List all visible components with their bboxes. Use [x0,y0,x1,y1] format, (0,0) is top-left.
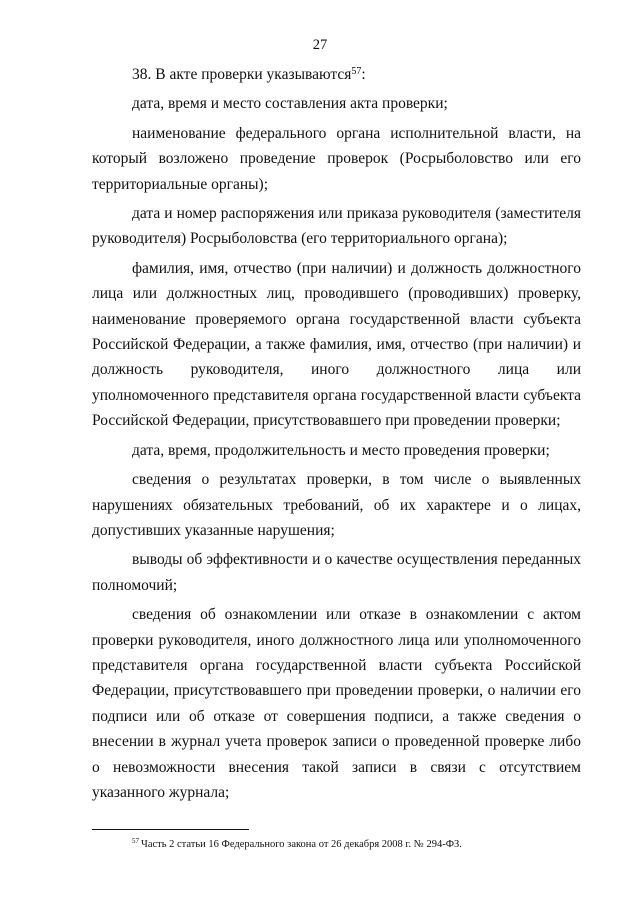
page-number: 27 [312,37,328,53]
paragraph-acquaintance-info: сведения об ознакомлении или отказе в ознакомлении с актом проверки руководителя, иного должностного лица или уполномоченного представителя органа государственной власти субъекта Российской Федерации, присутствовавшего при проведении проверки, о наличии его подписи или об отказе от совершения подписи, а также сведения о внесении в журнал учета проверок записи о проведенной проверке либо о невозможности внесения такой записи в связи с отсутствием указанного журнала; [92,606,581,801]
document-body [92,62,581,809]
footnote-marker: 57 [132,837,139,845]
footnote [132,838,592,851]
paragraph-federal-body-name: наименование федерального органа исполнительной власти, на который возложено проведение проверок (Росрыболовство или его территориальные органы); [92,124,581,193]
paragraph-act-date-place: дата, время и место составления акта проверки; [132,95,448,113]
paragraph-text-tail: : [361,66,366,83]
paragraph-conclusions: выводы об эффективности и о качестве осуществления переданных полномочий; [92,551,581,594]
paragraph-item-38-heading [92,62,581,87]
paragraph-inspection-date-time: дата, время, продолжительность и место проведения проверки; [132,441,550,459]
paragraph-inspectors-and-officials: фамилия, имя, отчество (при наличии) и должность должностного лица или должностных лиц, проводившего (проводивших) проверку, наименование проверяемого органа государственной власти субъекта Российской Федерации, а также фамилия, имя, отчество (при наличии) и должность руководителя, иного должностного лица или уполномоченного представителя органа государственной власти субъекта Российской Федерации, присутствовавшего при проведении проверки; [92,259,581,430]
footnote-text: Часть 2 статьи 16 Федерального закона от 26 декабря 2008 г. № 294-ФЗ. [141,839,462,850]
footnote-divider [92,829,249,830]
paragraph-order-details: дата и номер распоряжения или приказа руководителя (заместителя руководителя) Росрыболовства (его территориального органа); [92,205,581,248]
footnote-reference: 57 [351,66,362,77]
paragraph-inspection-results: сведения о результатах проверки, в том числе о выявленных нарушениях обязательных требований, об их характере и о лицах, допустивших указанные нарушения; [92,471,581,539]
paragraph-text: 38. В акте проверки указываются [132,66,352,83]
